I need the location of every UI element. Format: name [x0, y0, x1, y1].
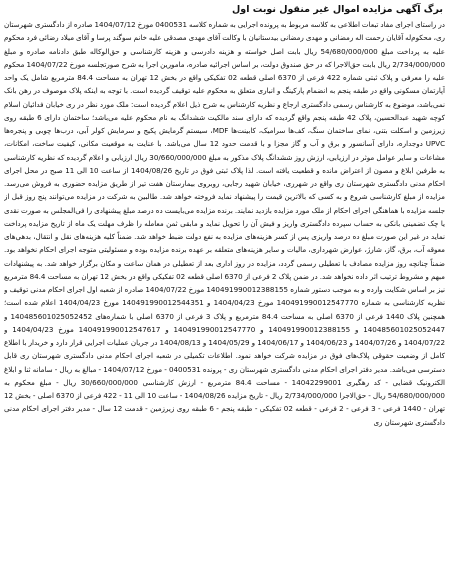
notice-title: برگ آگهی مزایده اموال غیر منقول نوبت اول — [232, 4, 443, 15]
notice-body: در راستای اجرای مفاد تبعات اطلاعی به کلاسه مربوط به پرونده اجرایی به شماره کلاسه 0400531 مورخ 1404/07/12 صادره از دادگستری شهرستان ری، محکوم‌له آقایان رحمت اله رمضانی و مهدی رمضانی بیدستانیان با وکالت آقای مهدی مصدقی علیه خانم سوگند پرسا و آقای میلاد رضائی فرد محکوم علیه به پرداخت مبلغ 54/680/000/000 ریال بابت اصل خواسته و هزینه دادرسی و هزینه کارشناسی و حق‌الوکاله طبق دادنامه صادره و مبلغ 2/734/000/000 ریال بابت حق‌الاجرا که در حق صندوق دولت، بر اساس اجرائیه صادره، مامورین اجرا به شرح صورتجلسه مورخ 1404/07/22 محکوم علیه را معرفی و پلاک ثبتی شماره 422 فرعی از 6370 اصلی قطعه 02 تفکیکی واقع در بخش 12 تهران به مساحت 84.4 مترمربع شامل یک واحد آپارتمان مسکونی واقع در طبقه پنجم به انضمام پارکینگ و انباری متعلق به محکوم علیه توقیف گردیده است. با توجه به اینکه پلاک موصوف در رهن بانک نمی‌باشد، موضوع به کارشناس رسمی دادگستری ارجاع و نظریه کارشناس به شرح ذیل اعلام گردیده است: ملک مورد نظر در ری خیابان فدائیان اسلام کوچه شهید عبدالحسین، پلاک 42 طبقه پنجم واقع گردیده که دارای سند مالکیت ششدانگ به نام محکوم علیه می‌باشد؛ ساختمان دارای 6 طبقه روی زیرزمین و اسکلت بتنی، نمای ساختمان سنگ، کف‌ها سرامیک، کابینت‌ها MDF، سیستم گرمایش پکیج و سرمایش کولر آبی، درب‌ها چوبی و پنجره‌ها UPVC دوجداره، دارای آسانسور و برق و آب و گاز مجزا و با قدمت حدود 12 سال می‌باشد. با عنایت به موقعیت مکانی، کیفیت ساخت، امکانات، مشاعات و سایر عوامل موثر در ارزیابی، ارزش روز ششدانگ پلاک مذکور به مبلغ 30/660/000/000 ریال ارزیابی و اعلام گردیده که نظریه کارشناسی به طرفین ابلاغ و مصون از اعتراض مانده و قطعیت یافته است. لذا پلاک ثبتی فوق در تاریخ 1404/08/26 از ساعت 10 الی 11 صبح در محل اجرای احکام مدنی دادگستری شهرستان ری واقع در شهرری، خیابان شهید رجایی، روبروی بیمارستان هفت تیر از طریق مزایده حضوری به فروش می‌رسد. مزایده از مبلغ کارشناسی شروع و به کسی که بالاترین قیمت را پیشنهاد نماید فروخته خواهد شد. طالبین به شرکت در مزایده می‌توانند پنج روز قبل از جلسه مزایده با هماهنگی اجرای احکام از ملک مورد مزایده بازدید نمایند. برنده مزایده می‌بایست ده درصد مبلغ پیشنهادی را فی‌المجلس به صورت نقدی یا چک تضمینی بانکی به حساب سپرده دادگستری واریز و فیش آن را تحویل نماید و مابقی ثمن معامله را ظرف مهلت یک ماه از تاریخ مزایده پرداخت نماید در غیر این صورت مبلغ ده درصد واریزی پس از کسر هزینه‌های مزایده به نفع دولت ضبط خواهد شد. ضمناً کلیه هزینه‌های نقل و انتقال، بدهی‌های معوقه آب، برق، گاز، شارژ، عوارض شهرداری، مالیات و سایر هزینه‌های متعلقه بر عهده برنده مزایده بوده و مسئولیتی متوجه اجرای احکام نخواهد بود. ضمناً چنانچه روز مزایده مصادف با تعطیلی رسمی گردد، مزایده در روز اداری بعد از تعطیلی در همان ساعت و مکان برگزار خواهد شد. به پیشنهادات مبهم و مشروط ترتیب اثر داده نخواهد شد. در ضمن پلاک 2 فرعی از 6370 اصلی قطعه 02 تفکیکی واقع در بخش 12 تهران به مساحت 84.4 مترمربع نیز بر اساس شکایت وارده و به موجب دستور شماره 140491990012388155 مورخ 1404/07/22 صادره از شعبه اول اجرای احکام مدنی توقیف و نظریه کارشناسی به شماره 140491990012547770 مورخ 1404/04/23 و 140491990012544351 مورخ 1404/04/23 اعلام شده است؛ همچنین پلاک 1440 فرعی از 6370 اصلی به مساحت 84.4 مترمربع و پلاک 3 فرعی از 6370 اصلی با شماره‌های 140485601025052452 و 140485601025052447 و 140491990012388155 و 140491990012547770 و 140491990012547617 مورخ 1404/04/23 و 1404/07/22 و 1404/07/26 و 1404/06/23 و 1404/06/17 و 1404/05/29 و 1404/08/13 در جریان عملیات اجرایی قرار دارد و خریدار با اطلاع کامل از وضعیت حقوقی پلاک‌های فوق در مزایده شرکت خواهد نمود. اطلاعات تکمیلی در شعبه اجرای احکام مدنی دادگستری شهرستان ری قابل دسترسی می‌باشد. مدیر دفتر اجرای احکام مدنی دادگستری شهرستان ری - پرونده 0400531 - مورخ 1404/07/12 - مبالغ به ریال - سامانه ثنا و ابلاغ الکترونیک قضایی - کد رهگیری 14042299001 - مساحت 84.4 مترمربع - ارزش کارشناسی 30/660/000/000 ریال - مبلغ محکوم به 54/680/000/000 ریال - حق‌الاجرا 2/734/000/000 ریال - تاریخ مزایده 1404/08/26 - ساعت 10 الی 11 - 422 فرعی از 6370 اصلی - بخش 12 تهران - 1440 فرعی - 3 فرعی - 2 فرعی - قطعه 02 تفکیکی - طبقه پنجم - 6 طبقه روی زیرزمین - قدمت 12 سال - مدیر دفتر اجرای احکام مدنی دادگستری شهرستان ری — [4, 20, 445, 427]
